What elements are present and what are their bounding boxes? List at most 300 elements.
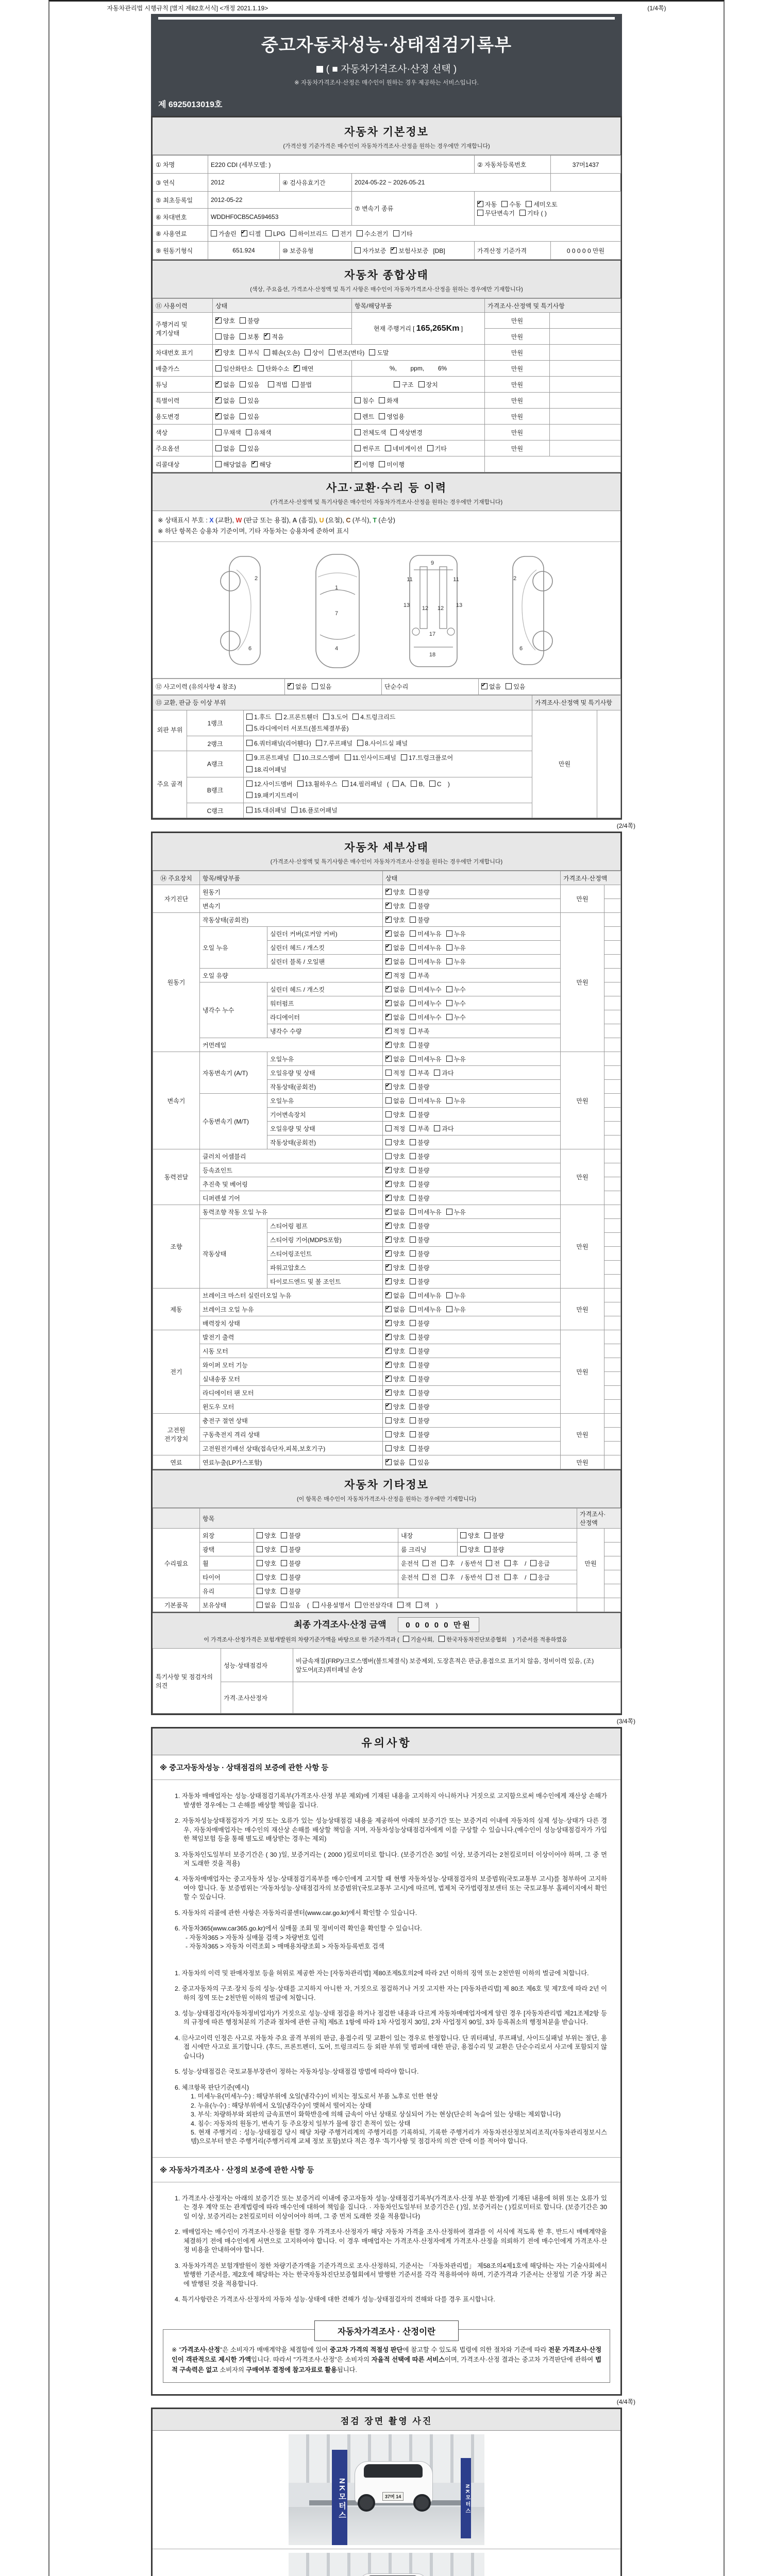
- checked-checkbox-icon[interactable]: [385, 1042, 392, 1048]
- unchecked-checkbox-icon[interactable]: [446, 1014, 452, 1020]
- unchecked-checkbox-icon[interactable]: [355, 247, 361, 253]
- unchecked-checkbox-icon[interactable]: [316, 740, 322, 746]
- unchecked-checkbox-icon[interactable]: [240, 445, 246, 451]
- unchecked-checkbox-icon[interactable]: [246, 807, 253, 813]
- table-cell: [604, 1261, 621, 1275]
- unchecked-checkbox-icon[interactable]: [446, 958, 452, 964]
- checked-checkbox-icon[interactable]: [355, 461, 361, 467]
- unchecked-checkbox-icon[interactable]: [434, 1070, 440, 1076]
- unchecked-checkbox-icon[interactable]: [439, 1636, 445, 1642]
- unchecked-checkbox-icon[interactable]: [429, 781, 435, 787]
- unchecked-checkbox-icon[interactable]: [446, 1056, 452, 1062]
- checked-checkbox-icon[interactable]: [385, 972, 392, 978]
- unchecked-checkbox-icon[interactable]: [257, 1560, 263, 1566]
- unchecked-checkbox-icon[interactable]: [240, 381, 246, 387]
- unchecked-checkbox-icon[interactable]: [355, 445, 361, 451]
- unchecked-checkbox-icon[interactable]: [410, 1111, 416, 1117]
- checkbox-label: 기타: [400, 230, 413, 238]
- checked-checkbox-icon[interactable]: [385, 1056, 392, 1062]
- unchecked-checkbox-icon[interactable]: [357, 230, 363, 236]
- unchecked-checkbox-icon[interactable]: [446, 1097, 452, 1104]
- checked-checkbox-icon[interactable]: [294, 365, 300, 371]
- unchecked-checkbox-icon[interactable]: [385, 1097, 392, 1104]
- unchecked-checkbox-icon[interactable]: [257, 1602, 263, 1608]
- unchecked-checkbox-icon[interactable]: [410, 930, 416, 937]
- unchecked-checkbox-icon[interactable]: [246, 754, 253, 760]
- table-cell: [604, 955, 621, 969]
- unchecked-checkbox-icon[interactable]: [410, 1000, 416, 1006]
- checkbox-label: 불량: [417, 1417, 430, 1425]
- notice-line: - 자동차365 > 자동차 실매물 검색 > 차량번호 입력: [186, 1934, 324, 1941]
- checked-checkbox-icon[interactable]: [385, 1389, 392, 1396]
- unchecked-checkbox-icon[interactable]: [246, 429, 252, 435]
- table-cell: 조향: [153, 1205, 200, 1289]
- unchecked-checkbox-icon[interactable]: [410, 1278, 416, 1284]
- unchecked-checkbox-icon[interactable]: [410, 1097, 416, 1104]
- checked-checkbox-icon[interactable]: [241, 230, 247, 236]
- unchecked-checkbox-icon[interactable]: [312, 683, 318, 689]
- checkbox-label: 양호: [393, 1417, 406, 1425]
- unchecked-checkbox-icon[interactable]: [519, 210, 526, 216]
- unchecked-checkbox-icon[interactable]: [410, 1014, 416, 1020]
- unchecked-checkbox-icon[interactable]: [477, 210, 483, 216]
- table-cell: 만원: [485, 377, 550, 393]
- table-cell: 주행거리 및 계기상태: [153, 313, 213, 345]
- unchecked-checkbox-icon[interactable]: [246, 781, 253, 787]
- checkbox-item: [379, 397, 398, 404]
- unchecked-checkbox-icon[interactable]: [246, 714, 253, 720]
- unchecked-checkbox-icon[interactable]: [423, 1574, 429, 1580]
- unchecked-checkbox-icon[interactable]: [410, 1195, 416, 1201]
- unchecked-checkbox-icon[interactable]: [410, 1292, 416, 1298]
- table-cell: [352, 440, 485, 456]
- unchecked-checkbox-icon[interactable]: [403, 1636, 409, 1642]
- unchecked-checkbox-icon[interactable]: [246, 740, 253, 746]
- unchecked-checkbox-icon[interactable]: [369, 349, 375, 355]
- unchecked-checkbox-icon[interactable]: [246, 766, 253, 772]
- checked-checkbox-icon[interactable]: [385, 1306, 392, 1312]
- text-segment: ※ 상태표시 부호 :: [158, 517, 210, 524]
- table-cell: [550, 377, 621, 393]
- checkbox-item: [385, 944, 405, 952]
- unchecked-checkbox-icon[interactable]: [410, 944, 416, 951]
- unchecked-checkbox-icon[interactable]: [240, 397, 246, 403]
- table-cell: [604, 1330, 621, 1344]
- unchecked-checkbox-icon[interactable]: [446, 986, 452, 992]
- checked-checkbox-icon[interactable]: [385, 1362, 392, 1368]
- unchecked-checkbox-icon[interactable]: [240, 333, 246, 340]
- unchecked-checkbox-icon[interactable]: [446, 930, 452, 937]
- unchecked-checkbox-icon[interactable]: [355, 1602, 361, 1608]
- checkbox-item: [410, 917, 429, 924]
- notice-line: 3. 자동차가격은 보험개발원이 정한 차량기준가액을 기준가격으로 조사·산정하되, 기준서는 「자동차관리법」 제58조의4제1호에 해당하는 자는 기술사회에서 발행한 기준서를, 제2호에 해당하는 자는 한국자동차진단보증협회에서 발행한 기준서를 각각 적용하여야 하며, 기준가격과 기준서는 산정일 기준 가장 최근에 발행된 것을 적용합니다.: [175, 2262, 607, 2287]
- table-cell: 냉각수 누수: [200, 982, 267, 1038]
- unchecked-checkbox-icon[interactable]: [486, 1560, 492, 1566]
- checked-checkbox-icon[interactable]: [385, 1376, 392, 1382]
- unchecked-checkbox-icon[interactable]: [401, 754, 407, 760]
- unchecked-checkbox-icon[interactable]: [357, 740, 363, 746]
- table-cell: [213, 393, 352, 409]
- unchecked-checkbox-icon[interactable]: [416, 1602, 422, 1608]
- unchecked-checkbox-icon[interactable]: [294, 754, 300, 760]
- unchecked-checkbox-icon[interactable]: [385, 445, 391, 451]
- table-cell: 추진축 및 베어링: [200, 1177, 383, 1191]
- unchecked-checkbox-icon[interactable]: [410, 1083, 416, 1090]
- checked-checkbox-icon[interactable]: [385, 1320, 392, 1326]
- unchecked-checkbox-icon[interactable]: [385, 1153, 392, 1159]
- unchecked-checkbox-icon[interactable]: [281, 1532, 287, 1538]
- checkbox-item: [427, 445, 447, 452]
- unchecked-checkbox-icon[interactable]: [410, 917, 416, 923]
- checked-checkbox-icon[interactable]: [385, 917, 392, 923]
- unchecked-checkbox-icon[interactable]: [379, 461, 385, 467]
- checked-checkbox-icon[interactable]: [215, 349, 222, 355]
- text-segment: A: [292, 517, 297, 524]
- unchecked-checkbox-icon[interactable]: [246, 725, 253, 731]
- table-cell: [604, 1122, 621, 1136]
- svg-text:13: 13: [456, 602, 463, 608]
- section-title: 유의사항: [361, 1737, 412, 1750]
- notice-list-1: [153, 1780, 620, 1962]
- checkbox-item: [385, 1362, 405, 1369]
- text-segment: 중고차 가격의 적절성 판단: [329, 2346, 403, 2354]
- notice-list-2: [153, 1969, 620, 2157]
- unchecked-checkbox-icon[interactable]: [215, 333, 222, 340]
- unchecked-checkbox-icon[interactable]: [410, 1042, 416, 1048]
- checked-checkbox-icon[interactable]: [385, 1223, 392, 1229]
- unchecked-checkbox-icon[interactable]: [410, 1417, 416, 1423]
- checked-checkbox-icon[interactable]: [385, 1348, 392, 1354]
- table-cell: [213, 425, 352, 440]
- checkbox-label: 양호: [393, 1333, 406, 1341]
- table-cell: 변속기: [200, 899, 383, 913]
- checked-checkbox-icon[interactable]: [385, 1014, 392, 1020]
- unchecked-checkbox-icon[interactable]: [215, 461, 222, 467]
- checkbox-label: 6.쿼터패널(리어휀다): [254, 739, 311, 747]
- table-cell: [479, 679, 621, 694]
- unchecked-checkbox-icon[interactable]: [410, 1153, 416, 1159]
- unchecked-checkbox-icon[interactable]: [410, 889, 416, 895]
- text-segment: "은 소비자가 매매계약을 체결함에 있어: [220, 2346, 330, 2354]
- table-cell: 0 0 0 0 0 만원: [551, 242, 621, 260]
- checked-checkbox-icon[interactable]: [385, 1292, 392, 1298]
- checkbox-item: [385, 1083, 405, 1091]
- unchecked-checkbox-icon[interactable]: [526, 201, 532, 207]
- unchecked-checkbox-icon[interactable]: [264, 349, 270, 355]
- checked-checkbox-icon[interactable]: [385, 1181, 392, 1187]
- unchecked-checkbox-icon[interactable]: [505, 1560, 511, 1566]
- unchecked-checkbox-icon[interactable]: [410, 1320, 416, 1326]
- unchecked-checkbox-icon[interactable]: [506, 683, 512, 689]
- unchecked-checkbox-icon[interactable]: [385, 1431, 392, 1437]
- unchecked-checkbox-icon[interactable]: [410, 1362, 416, 1368]
- unchecked-checkbox-icon[interactable]: [215, 365, 222, 371]
- table-cell: ⑬ 교환, 판금 등 이상 부위: [153, 695, 532, 710]
- unchecked-checkbox-icon[interactable]: [410, 1070, 416, 1076]
- unchecked-checkbox-icon[interactable]: [276, 714, 282, 720]
- unchecked-checkbox-icon[interactable]: [281, 1546, 287, 1552]
- checked-checkbox-icon[interactable]: [215, 413, 222, 419]
- unchecked-checkbox-icon[interactable]: [410, 1348, 416, 1354]
- unchecked-checkbox-icon[interactable]: [385, 1125, 392, 1131]
- notice-section1-header: ※ 중고자동차성능 · 상태점검의 보증에 관한 사항 등: [153, 1755, 620, 1780]
- unchecked-checkbox-icon[interactable]: [385, 1417, 392, 1423]
- unchecked-checkbox-icon[interactable]: [410, 1445, 416, 1451]
- checked-checkbox-icon[interactable]: [215, 397, 222, 403]
- unchecked-checkbox-icon[interactable]: [410, 1459, 416, 1465]
- unchecked-checkbox-icon[interactable]: [355, 413, 361, 419]
- unchecked-checkbox-icon[interactable]: [394, 381, 400, 387]
- notice-line: 1. 자동차 매매업자는 성능·상태점검기록부(가격조사·산정 부분 제외)에 기재된 내용을 고지하지 아니하거나 거짓으로 고지함으로써 매수인에게 재산상 손해가 발생한 경우에는 그 손해를 배상할 책임을 집니다.: [175, 1792, 607, 1809]
- unchecked-checkbox-icon[interactable]: [410, 1209, 416, 1215]
- checkbox-label: 5.라디에이터 서포트(볼트체결부품): [254, 725, 349, 733]
- unchecked-checkbox-icon[interactable]: [410, 1125, 416, 1131]
- checked-checkbox-icon[interactable]: [385, 1250, 392, 1257]
- checkbox-item: [385, 1209, 405, 1216]
- unchecked-checkbox-icon[interactable]: [410, 1028, 416, 1034]
- checked-checkbox-icon[interactable]: [385, 1403, 392, 1410]
- unchecked-checkbox-icon[interactable]: [397, 1602, 404, 1608]
- unchecked-checkbox-icon[interactable]: [240, 413, 246, 419]
- text-segment: W: [236, 517, 242, 524]
- unchecked-checkbox-icon[interactable]: [410, 1389, 416, 1396]
- checked-checkbox-icon[interactable]: [385, 1028, 392, 1034]
- unchecked-checkbox-icon[interactable]: [240, 317, 246, 324]
- checkbox-label: 없음: [489, 683, 501, 690]
- unchecked-checkbox-icon[interactable]: [410, 1431, 416, 1437]
- checked-checkbox-icon[interactable]: [215, 381, 222, 387]
- checked-checkbox-icon[interactable]: [385, 889, 392, 895]
- title-subtitle-text: ( ■ 자동차가격조사·산정 선택 ): [326, 64, 457, 75]
- checkbox-label: 양호: [393, 1264, 406, 1272]
- checkbox-item: [410, 1028, 429, 1035]
- table-cell: [604, 1289, 621, 1302]
- checked-checkbox-icon[interactable]: [385, 1000, 392, 1006]
- unchecked-checkbox-icon[interactable]: [281, 1560, 287, 1566]
- unchecked-checkbox-icon[interactable]: [246, 792, 253, 798]
- text-segment: 법적 구속력은 없고: [172, 2356, 601, 2374]
- unchecked-checkbox-icon[interactable]: [410, 1181, 416, 1187]
- checked-checkbox-icon[interactable]: [481, 683, 488, 689]
- unchecked-checkbox-icon[interactable]: [410, 1056, 416, 1062]
- unchecked-checkbox-icon[interactable]: [355, 397, 361, 403]
- unchecked-checkbox-icon[interactable]: [345, 754, 351, 760]
- main-record-box: [151, 116, 622, 820]
- checked-checkbox-icon[interactable]: [385, 944, 392, 951]
- unchecked-checkbox-icon[interactable]: [460, 1532, 466, 1538]
- unchecked-checkbox-icon[interactable]: [410, 1236, 416, 1243]
- checkbox-item: [385, 1056, 405, 1063]
- unchecked-checkbox-icon[interactable]: [211, 230, 217, 236]
- unchecked-checkbox-icon[interactable]: [352, 714, 359, 720]
- checked-checkbox-icon[interactable]: [385, 1195, 392, 1201]
- table-cell: [383, 1442, 561, 1455]
- checkbox-label: 잭: [423, 1601, 430, 1609]
- section-header-notice: [153, 1728, 620, 1755]
- checkbox-item: [506, 683, 525, 690]
- unchecked-checkbox-icon[interactable]: [291, 807, 297, 813]
- unchecked-checkbox-icon[interactable]: [385, 1139, 392, 1145]
- unchecked-checkbox-icon[interactable]: [410, 1264, 416, 1270]
- top-view-icon: [303, 549, 375, 673]
- unchecked-checkbox-icon[interactable]: [423, 1560, 429, 1566]
- checkbox-item: [484, 1546, 504, 1553]
- checkbox-item: [385, 1223, 405, 1230]
- unchecked-checkbox-icon[interactable]: [290, 230, 296, 236]
- unchecked-checkbox-icon[interactable]: [446, 1292, 452, 1298]
- table-cell: [383, 982, 561, 996]
- unchecked-checkbox-icon[interactable]: [313, 1602, 319, 1608]
- unchecked-checkbox-icon[interactable]: [257, 1574, 263, 1580]
- checked-checkbox-icon[interactable]: [385, 903, 392, 909]
- table-cell: 시동 모터: [200, 1344, 383, 1358]
- unchecked-checkbox-icon[interactable]: [332, 230, 339, 236]
- unchecked-checkbox-icon[interactable]: [379, 413, 385, 419]
- checkbox-label: 양호: [393, 1319, 406, 1327]
- unchecked-checkbox-icon[interactable]: [410, 1223, 416, 1229]
- unchecked-checkbox-icon[interactable]: [410, 1376, 416, 1382]
- checkbox-label: 유채색: [253, 429, 272, 436]
- checkbox-item: [355, 461, 374, 468]
- notice-line: 6. 체크항목 판단기준(예시): [175, 2083, 249, 2091]
- table-cell: ④ 검사유효기간: [280, 174, 352, 192]
- unchecked-checkbox-icon[interactable]: [240, 349, 246, 355]
- checkbox-item: [288, 683, 307, 690]
- checked-checkbox-icon[interactable]: [385, 930, 392, 937]
- unchecked-checkbox-icon[interactable]: [530, 1574, 536, 1580]
- unchecked-checkbox-icon[interactable]: [297, 781, 304, 787]
- notice-line: 1. 가격조사·산정자는 아래의 보증기간 또는 보증거리 이내에 중고자동차 성능·상태점검기록부(가격조사·산정 부분 한정)에 기재된 내용에 허위 또는 오류가 있는 경우 계약 또는 관계법령에 따라 매수인에 대하여 책임을 집니다. · 자동차인도일부터 보증기간은 ( )일, 보증거리는 ( )킬로미터로 합니다. (보증기간은 30일 이상, 보증거리는 2천킬로미터 이상이어야 하며, 그 중 먼저 도래한 것을 적용합니다): [175, 2194, 607, 2220]
- unchecked-checkbox-icon[interactable]: [342, 781, 348, 787]
- checkbox-label: 불량: [417, 1389, 430, 1397]
- table-cell: 주요 골격: [153, 751, 187, 818]
- checkbox-label: 부족: [417, 1027, 430, 1035]
- checked-checkbox-icon[interactable]: [385, 1459, 392, 1465]
- checkbox-item: [410, 972, 429, 979]
- unchecked-checkbox-icon[interactable]: [265, 230, 272, 236]
- unchecked-checkbox-icon[interactable]: [385, 1445, 392, 1451]
- unchecked-checkbox-icon[interactable]: [530, 1560, 536, 1566]
- notice-item: [166, 2009, 607, 2027]
- table-cell: [383, 899, 561, 913]
- table-cell: 만원: [561, 885, 604, 913]
- unchecked-checkbox-icon[interactable]: [484, 1532, 491, 1538]
- unchecked-checkbox-icon[interactable]: [410, 903, 416, 909]
- unchecked-checkbox-icon[interactable]: [446, 944, 452, 951]
- unchecked-checkbox-icon[interactable]: [446, 1000, 452, 1006]
- table-cell: 자기진단: [153, 885, 200, 913]
- unchecked-checkbox-icon[interactable]: [258, 365, 264, 371]
- checkbox-label: 미세누유: [417, 958, 442, 965]
- unchecked-checkbox-icon[interactable]: [441, 1560, 447, 1566]
- checked-checkbox-icon[interactable]: [385, 1083, 392, 1090]
- unchecked-checkbox-icon[interactable]: [385, 1070, 392, 1076]
- unchecked-checkbox-icon[interactable]: [410, 1167, 416, 1173]
- table-cell: ① 차명: [153, 156, 208, 174]
- unchecked-checkbox-icon[interactable]: [257, 1546, 263, 1552]
- unchecked-checkbox-icon[interactable]: [215, 445, 222, 451]
- unchecked-checkbox-icon[interactable]: [411, 781, 417, 787]
- checked-checkbox-icon[interactable]: [385, 1278, 392, 1284]
- unchecked-checkbox-icon[interactable]: [281, 1588, 287, 1594]
- unchecked-checkbox-icon[interactable]: [410, 1306, 416, 1312]
- checkbox-item: [446, 958, 466, 965]
- unchecked-checkbox-icon[interactable]: [446, 1209, 452, 1215]
- unchecked-checkbox-icon[interactable]: [410, 1403, 416, 1410]
- unchecked-checkbox-icon[interactable]: [257, 1588, 263, 1594]
- unchecked-checkbox-icon[interactable]: [410, 958, 416, 964]
- checked-checkbox-icon[interactable]: [385, 1264, 392, 1270]
- unchecked-checkbox-icon[interactable]: [460, 1546, 466, 1552]
- unchecked-checkbox-icon[interactable]: [379, 397, 385, 403]
- unchecked-checkbox-icon[interactable]: [410, 986, 416, 992]
- checked-checkbox-icon[interactable]: [288, 683, 294, 689]
- unchecked-checkbox-icon[interactable]: [418, 381, 425, 387]
- unchecked-checkbox-icon[interactable]: [505, 1574, 511, 1580]
- inspector-opinion-table: [153, 1648, 621, 1714]
- unchecked-checkbox-icon[interactable]: [391, 429, 397, 435]
- unchecked-checkbox-icon[interactable]: [427, 445, 433, 451]
- unchecked-checkbox-icon[interactable]: [446, 1306, 452, 1312]
- unchecked-checkbox-icon[interactable]: [305, 349, 311, 355]
- checked-checkbox-icon[interactable]: [264, 333, 270, 340]
- unchecked-checkbox-icon[interactable]: [215, 429, 222, 435]
- unchecked-checkbox-icon[interactable]: [281, 1574, 287, 1580]
- unchecked-checkbox-icon[interactable]: [385, 1111, 392, 1117]
- unchecked-checkbox-icon[interactable]: [281, 1602, 287, 1608]
- unchecked-checkbox-icon[interactable]: [484, 1546, 491, 1552]
- unchecked-checkbox-icon[interactable]: [268, 381, 274, 387]
- unchecked-checkbox-icon[interactable]: [393, 781, 399, 787]
- section-title: 자동차 세부상태: [344, 842, 429, 854]
- checkbox-label: 과다: [442, 1069, 454, 1077]
- table-cell: 커먼레일: [200, 1038, 383, 1052]
- table-cell: [398, 1570, 577, 1584]
- checked-checkbox-icon[interactable]: [385, 958, 392, 964]
- unchecked-checkbox-icon[interactable]: [410, 1139, 416, 1145]
- checked-checkbox-icon[interactable]: [391, 247, 397, 253]
- text-segment: X: [209, 517, 214, 524]
- notice-item: [166, 1985, 607, 2003]
- unchecked-checkbox-icon[interactable]: [329, 349, 335, 355]
- checked-checkbox-icon[interactable]: [385, 986, 392, 992]
- unchecked-checkbox-icon[interactable]: [257, 1532, 263, 1538]
- table-cell: [213, 329, 352, 345]
- checked-checkbox-icon[interactable]: [251, 461, 258, 467]
- unchecked-checkbox-icon[interactable]: [501, 201, 508, 207]
- checked-checkbox-icon[interactable]: [385, 1236, 392, 1243]
- unchecked-checkbox-icon[interactable]: [410, 1334, 416, 1340]
- unchecked-checkbox-icon[interactable]: [323, 714, 329, 720]
- text-segment: 됩니다.: [337, 2366, 357, 2374]
- unchecked-checkbox-icon[interactable]: [410, 972, 416, 978]
- unchecked-checkbox-icon[interactable]: [434, 1125, 440, 1131]
- checked-checkbox-icon[interactable]: [385, 1209, 392, 1215]
- unchecked-checkbox-icon[interactable]: [486, 1574, 492, 1580]
- unchecked-checkbox-icon[interactable]: [393, 230, 399, 236]
- unchecked-checkbox-icon[interactable]: [292, 381, 298, 387]
- unchecked-checkbox-icon[interactable]: [410, 1250, 416, 1257]
- checked-checkbox-icon[interactable]: [385, 1334, 392, 1340]
- table-cell: ⑦ 변속기 종류: [352, 192, 475, 226]
- checked-checkbox-icon[interactable]: [215, 317, 222, 324]
- table-cell: 만원: [561, 1052, 604, 1149]
- checked-checkbox-icon[interactable]: [477, 201, 483, 207]
- checkbox-label: 누유: [453, 1208, 466, 1216]
- unchecked-checkbox-icon[interactable]: [441, 1574, 447, 1580]
- checked-checkbox-icon[interactable]: [385, 1167, 392, 1173]
- unchecked-checkbox-icon[interactable]: [355, 429, 361, 435]
